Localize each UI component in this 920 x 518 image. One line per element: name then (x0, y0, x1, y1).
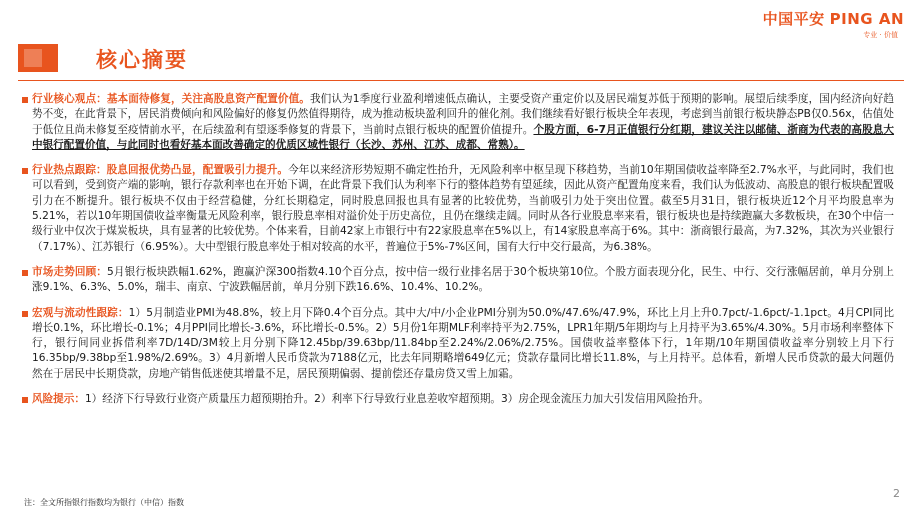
bullet-icon (22, 397, 28, 403)
brand-cn: 中国平安 (762, 10, 825, 28)
bullet-icon (22, 168, 28, 174)
title-accent-block (18, 44, 58, 72)
paragraph-lead: 风险提示： (32, 393, 85, 406)
paragraph-lead: 市场走势回顾： (32, 265, 108, 278)
paragraph-text: 我们认为1季度行业盈利增速低点确认，主要受资产重定价以及居民端复苏低于预期的影响。展望后续季度，国内经济向好趋势不变，在此背景下，居民消费倾向和风险偏好的修复仍然值得期待，成为推动板块盈利回升的催化剂。我们继续看好银行板块全年表现，考虑到当前银行板块静态PB仅0.56x，估值处于低位且尚未修复至疫情前水平，在后续盈利有望逐季修复的背景下，当前时点银行板块的配置价值提升。 (32, 93, 894, 136)
paragraph-risk-warning (22, 392, 894, 407)
pingan-logo (763, 8, 904, 40)
section-title-bar (18, 42, 258, 74)
brand-name (763, 8, 904, 29)
paragraph-macro-liquidity (22, 306, 894, 382)
paragraph-text: 1）经济下行导致行业资产质量压力超预期抬升。2）利率下行导致行业息差收窄超预期。3）房企现金流压力加大引发信用风险抬升。 (84, 393, 710, 406)
title-divider (18, 80, 904, 81)
footnote: 注：全文所指银行指数均为银行（中信）指数 (24, 498, 184, 507)
paragraph-text: 今年以来经济形势短期不确定性抬升，无风险利率中枢呈现下移趋势，当前10年期国债收益率降至2.7%水平，与此同时，我们也可以看到，受到资产端的影响，银行存款利率也在开始下调，在此背景下我们认为利率下行的整体趋势有望延续，因此从资产配置角度来看，我们认为低波动、高股息的银行板块配置吸引力在不断提升。银行板块不仅由于经营稳健，分红长期稳定，同时股息回报也具有显著的比较优势，当前吸引力处于突出位置。截至5月31日，银行板块近12个月平均股息率为5.21%，若以10年期国债收益率衡量无风险利率，银行股息率相对溢价处于历史高位，且仍在继续走阔。同时从各行业股息率来看，银行板块也是持续跑赢大多数板块，在30个中信一级行业中仅次于煤炭板块，具有显著的比较优势。个体来看，目前42家上市银行中有22家股息率在5%以上，有14家股息率高于6%。其中：浙商银行最高，为7.32%，其次为兴业银行（7.17%）、江苏银行（6.95%）。大中型银行股息率处于相对较高的水平，普遍位于5%-7%区间，国有大行中交行最高，为6.38%。 (32, 164, 894, 253)
brand-slogan: 专业 · 价值 (863, 31, 898, 39)
paragraph-lead: 宏观与流动性跟踪： (32, 306, 129, 319)
summary-content (22, 92, 894, 417)
page-title: 核心摘要 (96, 48, 188, 72)
bullet-icon (22, 311, 28, 317)
bullet-icon (22, 270, 28, 276)
brand-en: PING AN (829, 10, 904, 28)
paragraph-industry-view (22, 92, 894, 153)
page-number: 2 (893, 487, 900, 500)
paragraph-market-review (22, 265, 894, 296)
paragraph-lead: 行业热点跟踪：股息回报优势凸显，配置吸引力提升。 (32, 164, 289, 177)
paragraph-hot-topic (22, 163, 894, 255)
paragraph-text: 1）5月制造业PMI为48.8%，较上月下降0.4个百分点。其中大/中/小企业PMI分别为50.0%/47.6%/47.9%，环比上月上升0.7pct/-1.6pct/-1.1pct。4月CPI同比增长0.1%，环比增长-0.1%；4月PPI同比增长-3.6%，环比增长-0.5%。2）5月份1年期MLF利率持平为2.75%，LPR1年期/5年期均与上月持平为3.65%/4.30%。5月市场利率整体下行，银行间同业拆借利率7D/14D/3M较上月分别下降12.45bp/39.63bp/11.84bp至2.24%/2.06%/2.75%。国债收益率整体下行，1年期/10年期国债收益率分别较上月下行16.35bp/9.38bp至1.98%/2.69%。3）4月新增人民币贷款为7188亿元，比去年同期略增649亿元；贷款存量同比增长11.8%，与上月持平。总体看，新增人民币贷款的最大问题仍然在于居民中长期贷款，房地产销售低迷使其增量不足，居民预期偏弱、提前偿还存量房贷又雪上加霜。 (32, 306, 895, 380)
bullet-icon (22, 97, 28, 103)
paragraph-emphasis: 个股方面，6-7月正值银行分红期，建议关注以邮储、浙商为代表的高股息大中银行配置价值，与此同时也看好基本面改善确定的优质区域性银行（长沙、苏州、江苏、成都、常熟）。 (32, 123, 895, 151)
paragraph-text: 5月银行板块跌幅1.62%，跑赢沪深300指数4.10个百分点，按中信一级行业排名居于30个板块第10位。个股方面表现分化，民生、中行、交行涨幅居前，单月分别上涨9.1%、6.3%、5.0%，瑞丰、南京、宁波跌幅居前，单月分别下跌16.6%、10.4%、10.2%。 (32, 265, 895, 294)
paragraph-lead: 行业核心观点：基本面待修复，关注高股息资产配置价值。 (32, 93, 310, 105)
